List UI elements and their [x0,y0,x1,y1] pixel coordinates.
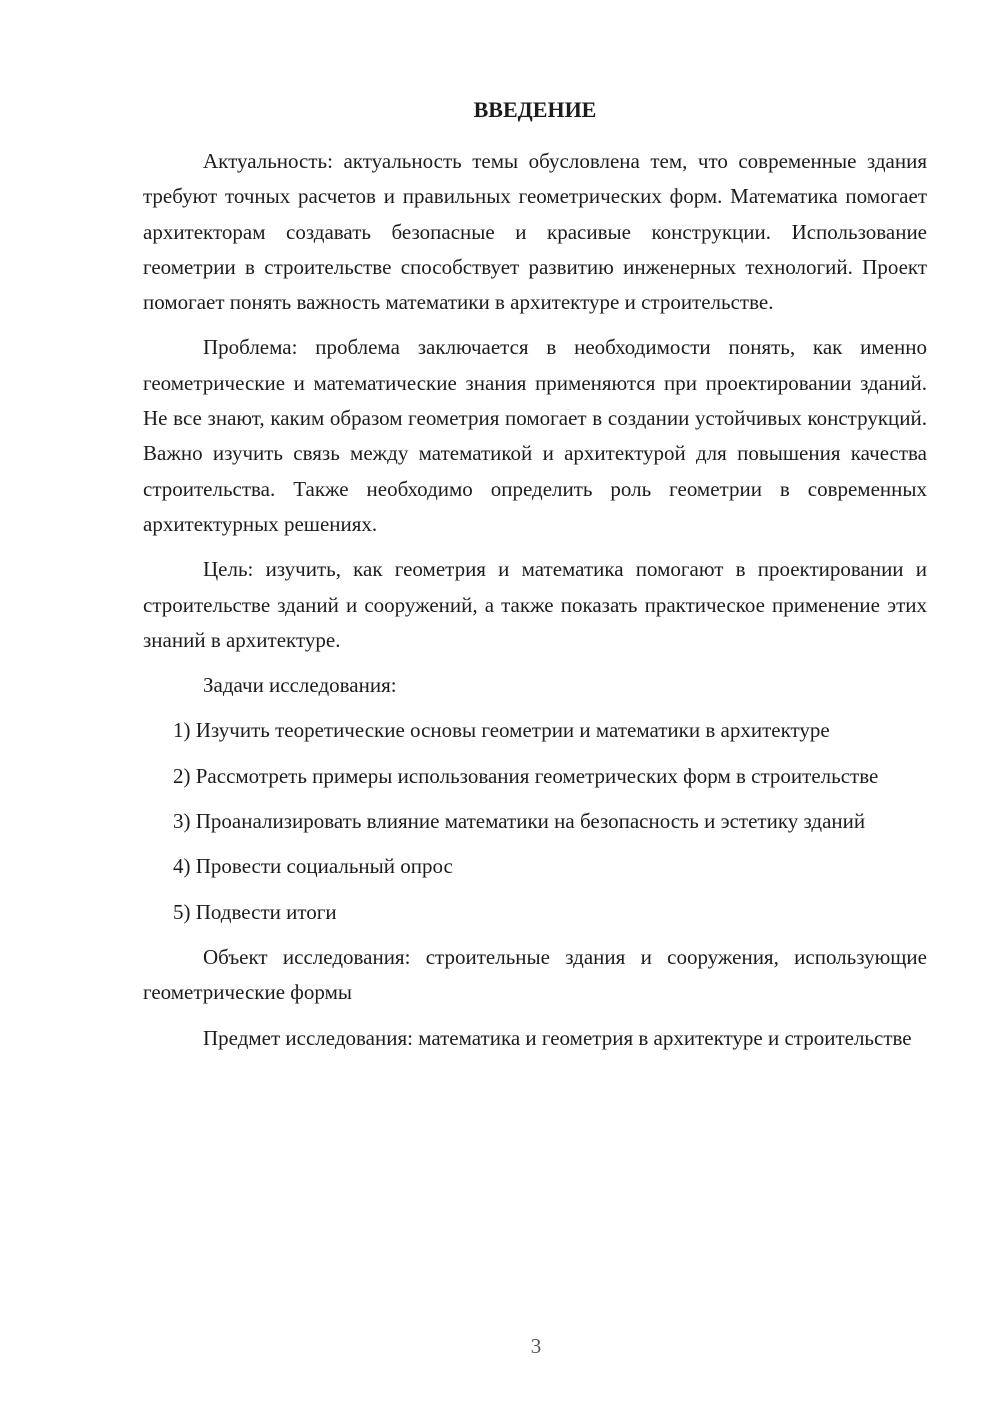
problem-paragraph: Проблема: проблема заключается в необходимости понять, как именно геометрические и математические знания применяются при проектировании зданий. Не все знают, каким образом геометрия помогает в создании устойчивых конструкций. Важно изучить связь между математикой и архитектурой для повышения качества строительства. Также необходимо определить роль геометрии в современных архитектурных решениях. [143,335,927,536]
task-item-3: 3) Проанализировать влияние математики на безопасность и эстетику зданий [173,809,866,834]
page-number: 3 [530,1334,542,1358]
task-item-4: 4) Провести социальный опрос [173,854,453,879]
task-item-5: 5) Подвести итоги [173,899,337,924]
object-paragraph: Объект исследования: строительные здания и сооружения, использующие геометрические формы [143,944,927,1005]
subject-paragraph: Предмет исследования: математика и геометрия в архитектуре и строительстве [203,1025,912,1050]
relevance-paragraph: Актуальность: актуальность темы обусловлена тем, что современные здания требуют точных расчетов и правильных геометрических форм. Математика помогает архитекторам создавать безопасные и красивые конструкции. Использование геометрии в строительстве способствует развитию инженерных технологий. Проект помогает понять важность математики в архитектуре и строительстве. [143,149,927,315]
task-item-2: 2) Рассмотреть примеры использования геометрических форм в строительстве [173,763,879,788]
tasks-heading: Задачи исследования: [203,673,397,698]
goal-paragraph: Цель: изучить, как геометрия и математика помогают в проектировании и строительстве зданий и сооружений, а также показать практическое применение этих знаний в архитектуре. [143,557,927,652]
section-title: ВВЕДЕНИЕ [473,97,597,122]
task-item-1: 1) Изучить теоретические основы геометрии и математики в архитектуре [173,718,830,743]
document-page [143,92,927,1056]
